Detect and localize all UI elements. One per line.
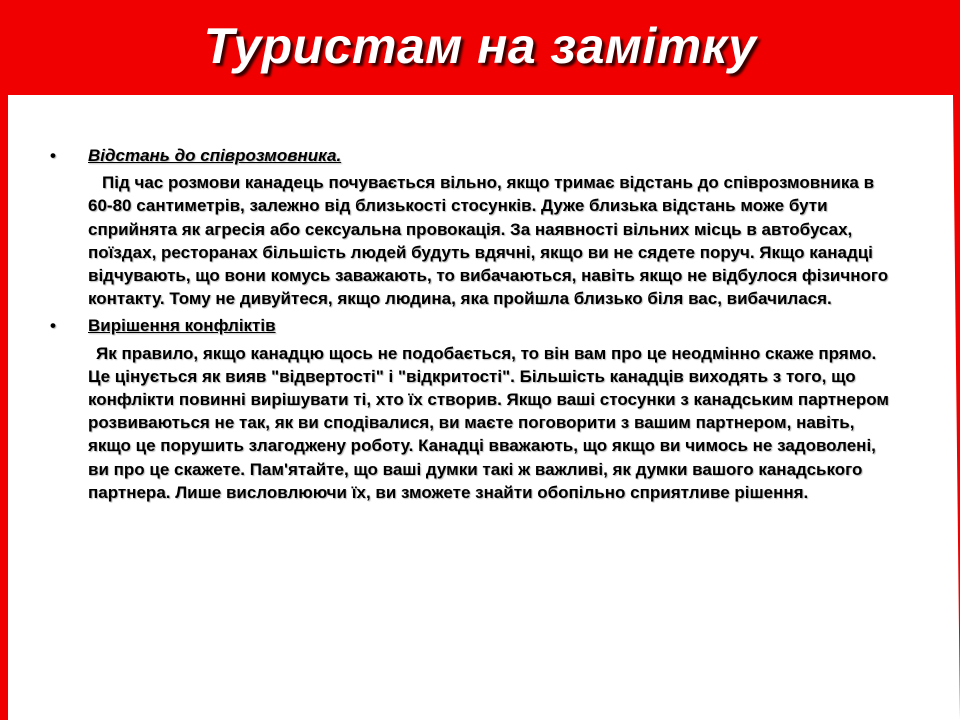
section-paragraph-conflicts: Як правило, якщо канадцю щось не подобається, то він вам про це неодмінно скаже прямо. Це цінується як вияв "відвертості" і "відкритості". Більшість канадців виходять з того, що конфлікти повинні вирішувати ті, хто їх створив. Якщо ваші стосунки з канадським партнером розвиваються не так, як ви сподівалися, ви маєте поговорити з вашим партнером, навіть, якщо це порушить злагоджену роботу. Канадці вважають, що якщо ви чимось не задоволені, ви про це скажете. Пам'ятайте, що ваші думки такі ж важливі, як думки вашого канадського партнера. Лише висловлюючи їх, ви зможете знайти обопільно сприятливе рішення.	[88, 343, 889, 502]
section-heading-distance: Відстань до співрозмовника.	[88, 146, 342, 165]
bullet-item-distance	[48, 144, 898, 167]
bullet-icon: •	[50, 146, 56, 165]
slide-title: Туристам на замітку	[203, 18, 757, 74]
bullet-item-conflicts	[48, 314, 898, 337]
slide-body	[48, 144, 898, 508]
bullet-icon: •	[50, 316, 56, 336]
section-heading-conflicts: Вирішення конфліктів	[88, 316, 276, 336]
section-paragraph-distance: Під час розмови канадець почувається вільно, якщо тримає відстань до співрозмовника в 60-80 сантиметрів, залежно від близькості стосунків. Дуже близька відстань може бути сприйнята як агресія або сексуальна провокація. За наявності вільних місць в автобусах, поїздах, ресторанах більшість людей будуть вдячні, якщо ви не сядете поруч. Якщо канадці відчувають, що вони комусь заважають, то вибачаються, навіть якщо не відбулося фізичного контакту. Тому не дивуйтеся, якщо людина, яка пройшла близько біля вас, вибачилася.	[88, 173, 889, 309]
